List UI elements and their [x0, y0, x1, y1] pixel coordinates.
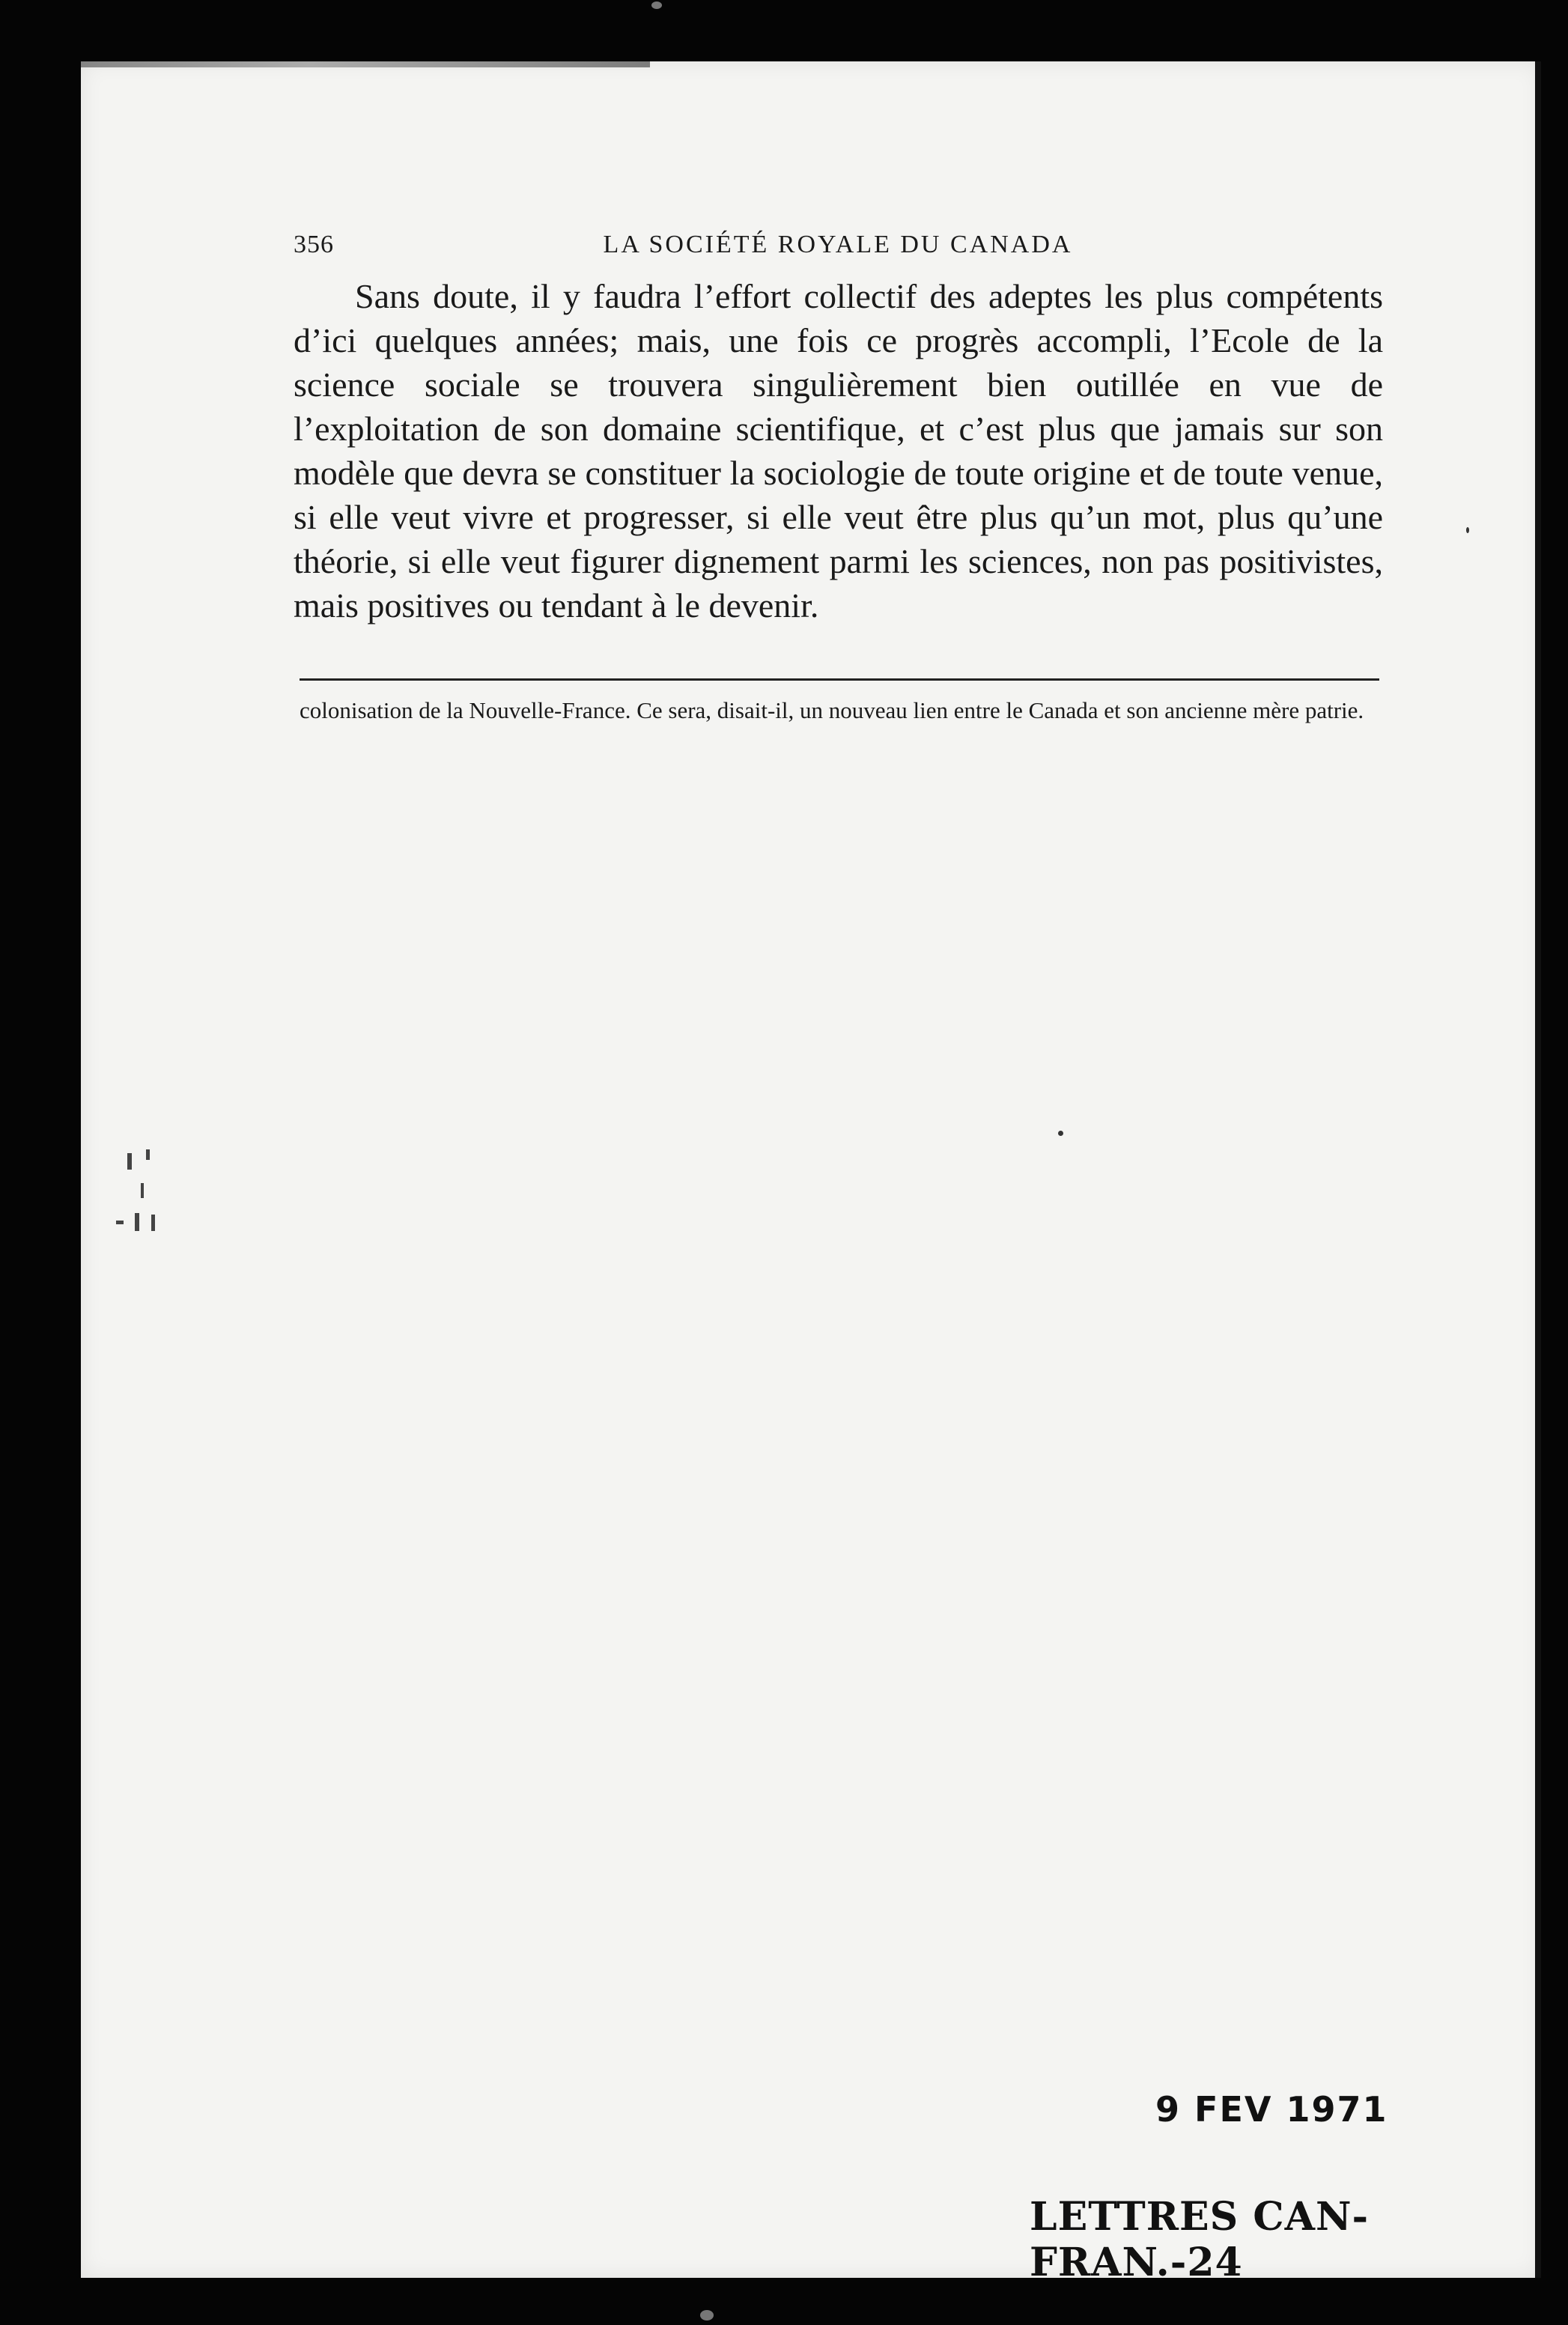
collection-stamp: LETTRES CAN-FRAN.-24: [1030, 2194, 1370, 2285]
body-paragraph: Sans doute, il y faudra l’effort collectif des adeptes les plus compétents d’ici quelques années; mais, une fois ce progrès accompli, l’Ecole de la science sociale se trouvera singulièrement bien outillée en vue de l’exploitation de son domaine scientifique, et c’est plus que jamais sur son modèle que devra se constituer la sociologie de toute origine et de toute venue, si elle veut vivre et progresser, si elle veut être plus qu’un mot, plus qu’une théorie, si elle veut figurer dignement parmi les sciences, non pas positivistes, mais positives ou tendant à le devenir.: [294, 277, 1383, 624]
footnote: [300, 695, 1382, 726]
right-page-edge: [1535, 61, 1541, 2278]
running-head-title: LA SOCIÉTÉ ROYALE DU CANADA: [603, 231, 1073, 258]
margin-marks: [112, 1138, 165, 1250]
body-text: [294, 274, 1383, 627]
dust-speck: [1466, 527, 1469, 533]
footnote-text: colonisation de la Nouvelle-France. Ce sera, disait-il, un nouveau lien entre le Canada et son ancienne mère patrie.: [300, 697, 1364, 723]
dust-speck: [700, 2310, 714, 2321]
page-number: 356: [294, 231, 334, 258]
footnote-rule: [300, 678, 1379, 681]
top-edge-smudge: [81, 61, 650, 67]
date-stamp: 9 FEV 1971: [1155, 2089, 1388, 2130]
dust-speck: [651, 1, 662, 9]
dust-speck: [1058, 1131, 1063, 1136]
